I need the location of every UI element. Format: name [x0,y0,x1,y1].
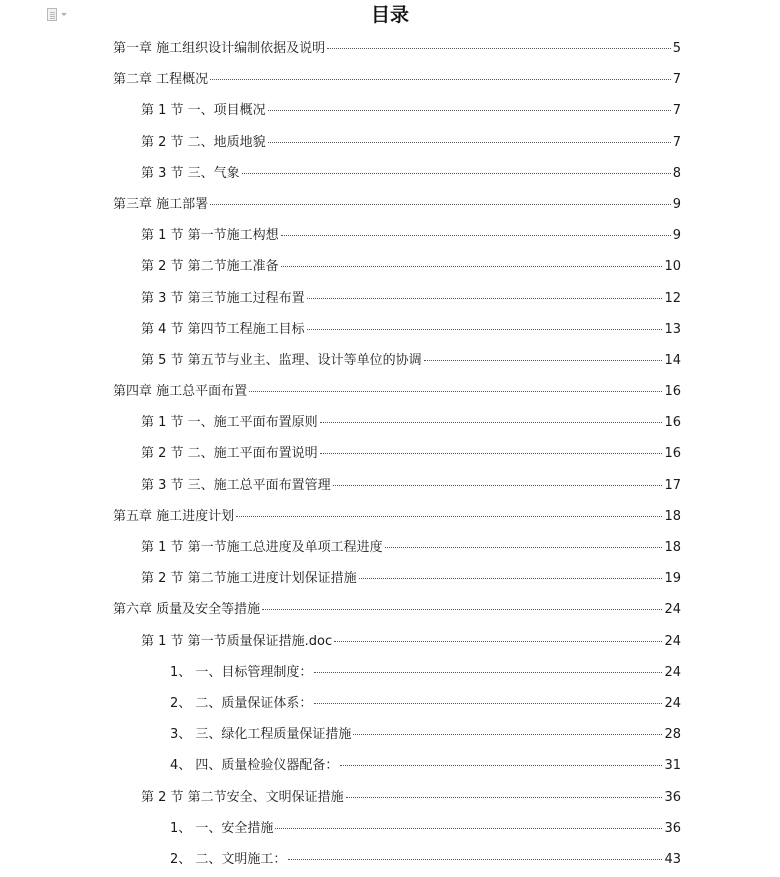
toc-entry-title: 第 3 节 第三节施工过程布置 [141,290,305,306]
toc-entry[interactable] [170,690,681,721]
toc-entry[interactable] [141,97,681,128]
toc-dot-leader [307,298,663,299]
toc-entry-title: 第六章 质量及安全等措施 [113,602,261,618]
toc-page-number: 8 [672,165,681,181]
toc-entry-title: 第二章 工程概况 [113,72,209,88]
toc-entry-title: 第四章 施工总平面布置 [113,384,248,400]
toc-entry[interactable] [141,347,681,378]
toc-entry[interactable] [170,846,681,877]
toc-dot-leader [424,360,663,361]
toc-dot-leader [281,266,663,267]
toc-entry-title: 第 2 节 二、地质地貌 [141,134,266,150]
toc-page-number: 36 [664,820,681,836]
toc-dot-leader [359,578,663,579]
toc-page-number: 24 [664,695,681,711]
toc-dot-leader [327,48,671,49]
toc-entry-title: 第五章 施工进度计划 [113,508,235,524]
toc-entry-title: 第 2 节 二、施工平面布置说明 [141,446,318,462]
toc-entry-title: 第三章 施工部署 [113,196,209,212]
toc-entry-title: 1、 一、目标管理制度： [170,664,313,680]
toc-entry[interactable] [170,815,681,846]
toc-page-number: 19 [664,571,681,587]
toc-dot-leader [210,79,671,80]
toc-page-number: 43 [664,851,681,867]
toc-entry[interactable] [141,253,681,284]
toc-dot-leader [242,173,671,174]
toc-entry[interactable] [141,285,681,316]
toc-page-number: 9 [672,196,681,212]
toc-entry[interactable] [141,440,681,471]
toc-page-number: 31 [664,758,681,774]
toc-entry[interactable] [113,66,681,97]
toc-entry-title: 4、 四、质量检验仪器配备： [170,758,339,774]
toc-entry-title: 第 1 节 第一节质量保证措施.doc [141,633,333,649]
toc-dot-leader [275,828,662,829]
toc-entry[interactable] [113,596,681,627]
toc-page-number: 24 [664,664,681,680]
toc-page-number: 16 [664,384,681,400]
toc-page-number: 7 [672,134,681,150]
toc-dot-leader [320,422,663,423]
toc-page-number: 10 [664,259,681,275]
toc-page-number: 13 [664,321,681,337]
toc-page-number: 18 [664,508,681,524]
toc-entry-title: 第一章 施工组织设计编制依据及说明 [113,41,326,56]
toc-entry[interactable] [141,316,681,347]
toc-entry-title: 第 2 节 第二节施工准备 [141,259,279,275]
toc-dot-leader [288,859,662,860]
toc-dot-leader [307,329,663,330]
toc-entry[interactable] [141,409,681,440]
toc-entry[interactable] [141,565,681,596]
toc-entry-title: 1、 一、安全措施 [170,820,274,836]
toc-dot-leader [314,703,662,704]
toc-dot-leader [249,391,662,392]
toc-entry-title: 第 3 节 三、气象 [141,165,240,181]
toc-dot-leader [314,672,662,673]
toc-dot-leader [268,110,671,111]
table-of-contents [0,35,780,877]
toc-page-number: 24 [664,633,681,649]
toc-page-number: 5 [672,41,681,56]
toc-dot-leader [333,485,663,486]
toc-page-number: 24 [664,602,681,618]
toc-dot-leader [346,797,663,798]
toc-dot-leader [334,641,662,642]
toc-dot-leader [281,235,671,236]
toc-page-number: 14 [664,352,681,368]
toc-entry[interactable] [141,472,681,503]
toc-entry[interactable] [141,628,681,659]
toc-page-number: 17 [664,477,681,493]
toc-entry-title: 第 1 节 第一节施工构想 [141,228,279,244]
toc-entry[interactable] [113,378,681,409]
toc-page-number: 16 [664,446,681,462]
toc-page-number: 18 [664,540,681,555]
toc-entry-title: 第 1 节 第一节施工总进度及单项工程进度 [141,540,383,555]
toc-entry[interactable] [141,784,681,815]
toc-dot-leader [340,765,662,766]
toc-entry[interactable] [113,35,681,66]
toc-page-number: 36 [664,789,681,805]
toc-entry-title: 第 3 节 三、施工总平面布置管理 [141,477,331,493]
toc-entry-title: 第 2 节 第二节施工进度计划保证措施 [141,571,357,587]
toc-entry-title: 2、 二、文明施工： [170,851,287,867]
toc-title: 目录 [370,4,409,26]
toc-entry[interactable] [113,503,681,534]
toc-page-number: 9 [672,228,681,244]
toc-dot-leader [262,609,662,610]
toc-dot-leader [210,204,671,205]
toc-entry[interactable] [170,659,681,690]
toc-entry[interactable] [141,222,681,253]
toc-entry[interactable] [141,160,681,191]
toc-dot-leader [268,142,671,143]
toc-dot-leader [320,453,663,454]
toc-page-number: 12 [664,290,681,306]
toc-dot-leader [236,516,662,517]
toc-entry-title: 第 1 节 一、施工平面布置原则 [141,415,318,431]
toc-entry-title: 第 4 节 第四节工程施工目标 [141,321,305,337]
toc-entry-title: 3、 三、绿化工程质量保证措施 [170,727,352,743]
toc-page-number: 7 [672,72,681,88]
toc-entry[interactable] [170,752,681,783]
toc-entry[interactable] [113,191,681,222]
toc-page-number: 28 [664,727,681,743]
toc-page-number: 16 [664,415,681,431]
toc-entry-title: 第 5 节 第五节与业主、监理、设计等单位的协调 [141,352,422,368]
toc-entry[interactable] [141,534,681,565]
toc-entry[interactable] [141,129,681,160]
toc-dot-leader [385,547,663,548]
toc-entry-title: 2、 二、质量保证体系： [170,695,313,711]
toc-page-number: 7 [672,103,681,119]
toc-entry-title: 第 1 节 一、项目概况 [141,103,266,119]
toc-dot-leader [353,734,662,735]
toc-entry-title: 第 2 节 第二节安全、文明保证措施 [141,789,344,805]
toc-entry[interactable] [170,721,681,752]
